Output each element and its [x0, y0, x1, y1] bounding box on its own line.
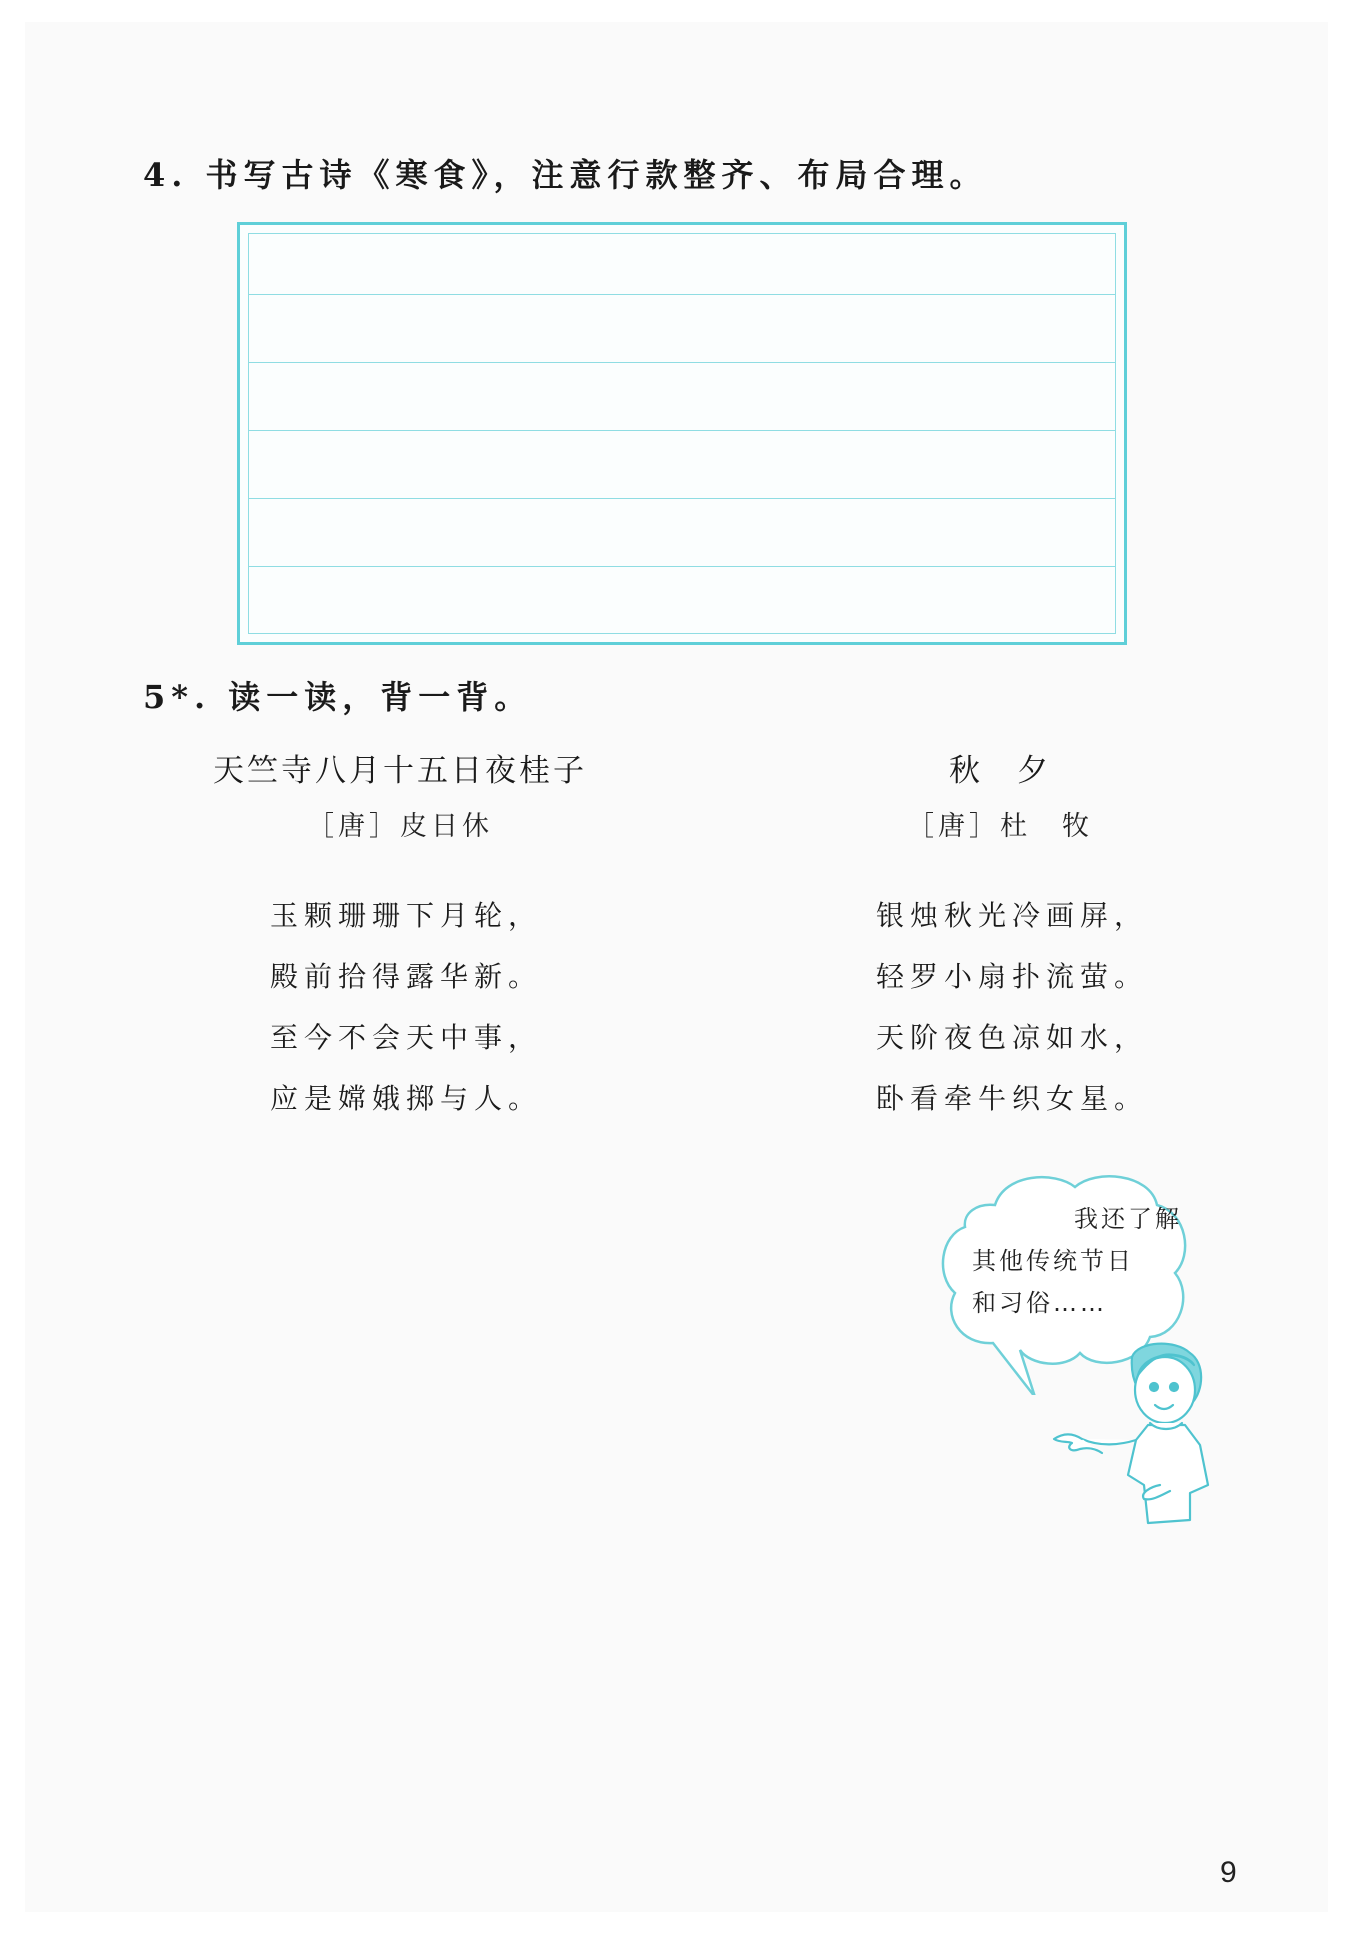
poem-line: 玉颗珊珊下月轮， — [270, 899, 543, 932]
page-number: 9 — [1220, 1856, 1237, 1889]
poem-line: 卧看牵牛织女星。 — [876, 1082, 1149, 1115]
ruled-line — [249, 498, 1115, 499]
poem-author: ［唐］杜 牧 — [907, 811, 1093, 842]
bubble-line: 其他传统节日 — [972, 1247, 1134, 1275]
poem-line: 殿前拾得露华新。 — [270, 960, 543, 993]
poem-line: 银烛秋光冷画屏， — [876, 899, 1149, 932]
poem-title: 秋 夕 — [949, 753, 1051, 789]
poem-line: 应是嫦娥掷与人。 — [270, 1082, 543, 1115]
bubble-line: 和习俗…… — [972, 1289, 1107, 1317]
poem-line: 轻罗小扇扑流萤。 — [876, 960, 1149, 993]
writing-area[interactable] — [237, 222, 1127, 645]
poem-body — [750, 896, 1250, 1140]
poem-line: 天阶夜色凉如水， — [876, 1021, 1149, 1054]
ruled-line — [249, 430, 1115, 431]
poem-author: ［唐］皮日休 — [307, 811, 493, 842]
ruled-line — [249, 362, 1115, 363]
poem-tianzhusi — [150, 750, 650, 1140]
ruled-line — [249, 566, 1115, 567]
question-5-title: 5*. 读一读，背一背。 — [143, 678, 533, 716]
poem-line: 至今不会天中事， — [270, 1021, 543, 1054]
writing-area-inner — [248, 233, 1116, 634]
poem-qiuxi — [750, 750, 1250, 1140]
boy-illustration-icon — [1040, 1335, 1215, 1530]
poem-body — [150, 896, 650, 1140]
question-4-title: 4. 书写古诗《寒食》，注意行款整齐、布局合理。 — [143, 156, 988, 194]
ruled-line — [249, 294, 1115, 295]
speech-bubble-text — [972, 1198, 1182, 1324]
poem-title: 天竺寺八月十五日夜桂子 — [213, 753, 587, 789]
bubble-line: 我还了解 — [1074, 1205, 1182, 1233]
